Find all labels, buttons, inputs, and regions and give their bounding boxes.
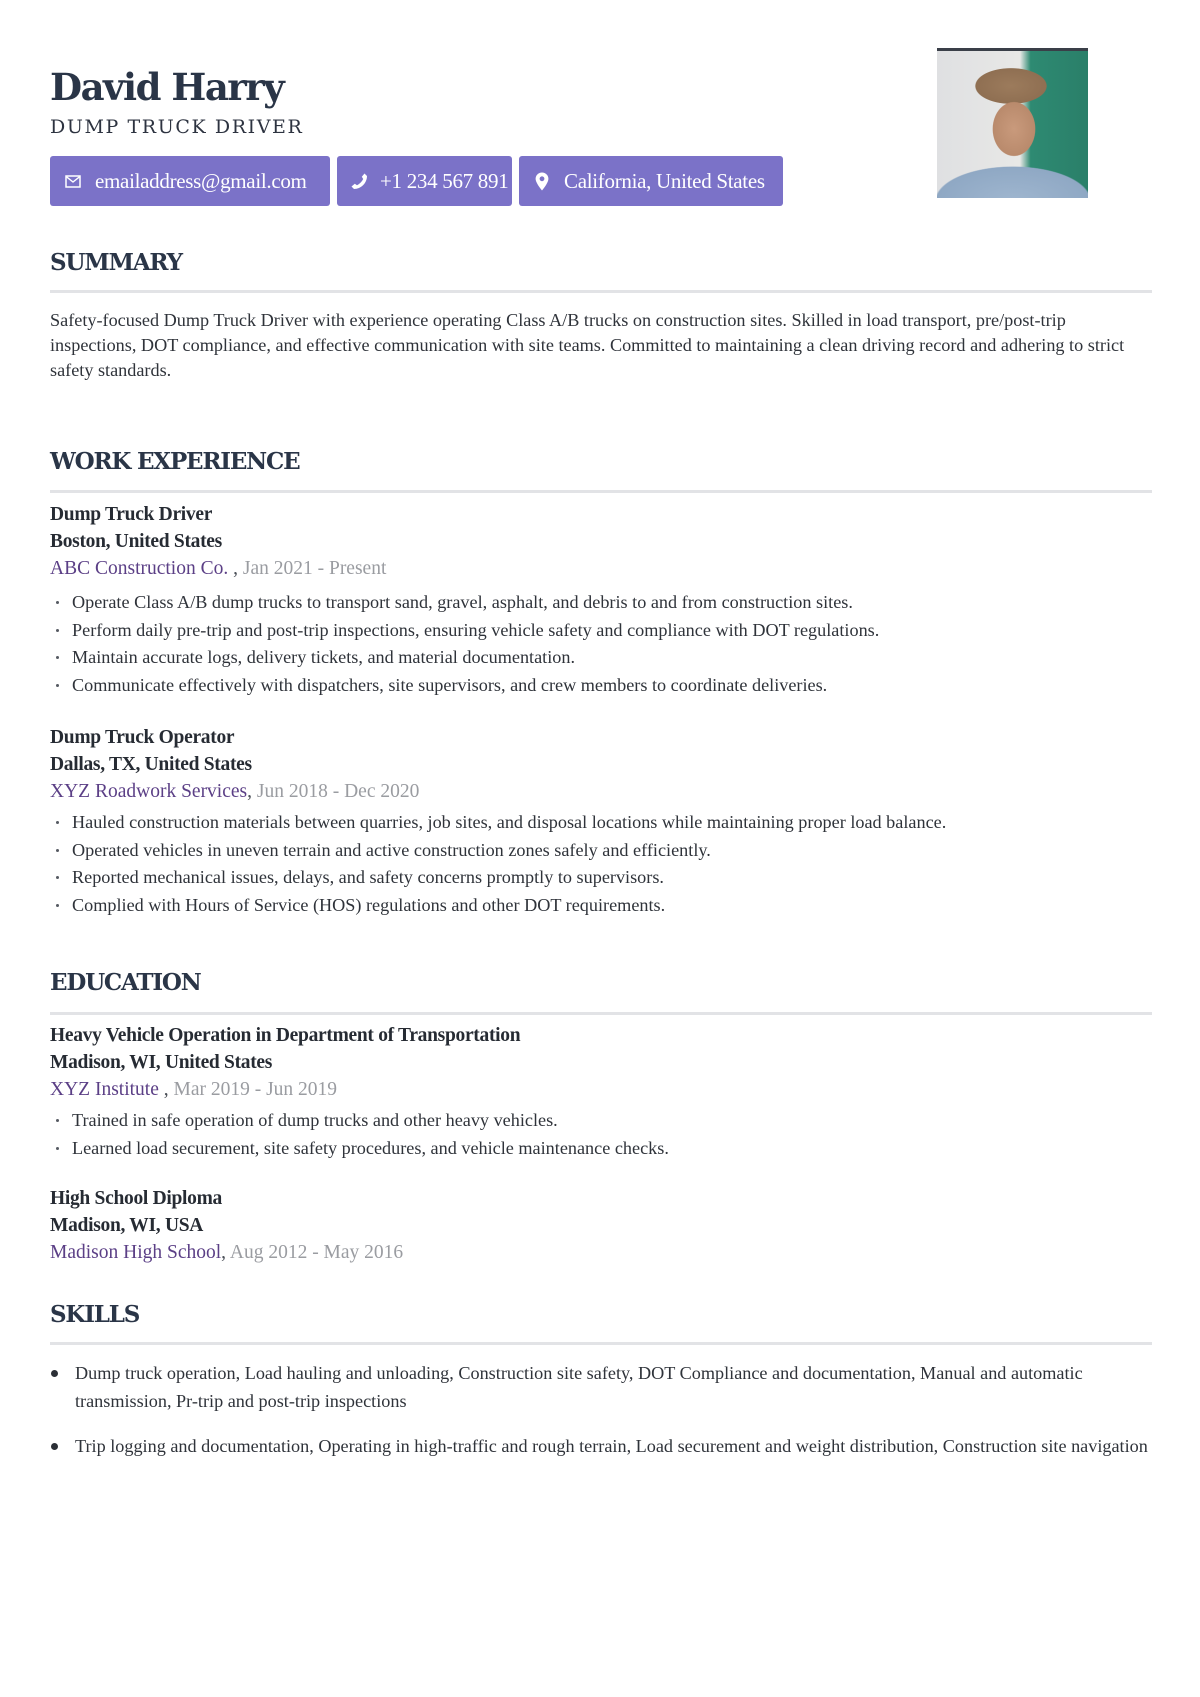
- work-entry-location: Boston, United States: [50, 531, 222, 552]
- list-item: Operate Class A/B dump trucks to transport sand, gravel, asphalt, and debris to and from construction sites.: [50, 589, 1150, 617]
- list-item: Reported mechanical issues, delays, and safety concerns promptly to supervisors.: [50, 864, 1150, 892]
- list-item: Trained in safe operation of dump trucks and other heavy vehicles.: [50, 1107, 1150, 1135]
- bullet-icon: [56, 601, 59, 604]
- contact-bar: [50, 156, 783, 206]
- phone-icon: [350, 171, 368, 191]
- candidate-name: David Harry: [50, 65, 284, 109]
- work-entry-org-line: [50, 779, 419, 805]
- work-entry-dates: Jan 2021 - Present: [242, 558, 387, 579]
- education-heading: EDUCATION: [50, 969, 201, 996]
- bullet-icon: [56, 849, 59, 852]
- education-entry-institution: XYZ Institute: [50, 1079, 159, 1100]
- list-item: Dump truck operation, Load hauling and unloading, Construction site safety, DOT Compliance and documentation, Manual and automatic transmission, Pr-trip and post-trip inspections: [50, 1359, 1160, 1415]
- work-entry-company: ABC Construction Co.: [50, 558, 229, 579]
- separator: ,: [228, 558, 243, 579]
- separator: ,: [158, 1079, 174, 1100]
- profile-photo: [937, 48, 1088, 198]
- list-item: Trip logging and documentation, Operating in high-traffic and rough terrain, Load securement and weight distribution, Construction site navigation: [50, 1432, 1160, 1460]
- summary-divider: [50, 290, 1152, 293]
- education-entry-title: High School Diploma: [50, 1188, 222, 1209]
- separator: ,: [221, 1242, 230, 1263]
- education-entry-org-line: [50, 1240, 403, 1266]
- work-entry-bullets: [50, 809, 1150, 919]
- bullet-icon: [56, 1147, 59, 1150]
- contact-email[interactable]: [50, 156, 330, 206]
- list-item: Complied with Hours of Service (HOS) regulations and other DOT requirements.: [50, 892, 1150, 920]
- work-entry-bullets: [50, 589, 1150, 699]
- education-entry-location: Madison, WI, United States: [50, 1052, 273, 1073]
- skills-list: [50, 1359, 1160, 1477]
- education-divider: [50, 1012, 1152, 1015]
- contact-email-text: emailaddress@gmail.com: [95, 168, 307, 193]
- bullet-icon: [51, 1370, 58, 1377]
- list-item: Communicate effectively with dispatchers, site supervisors, and crew members to coordinate deliveries.: [50, 672, 1150, 700]
- bullet-icon: [51, 1443, 58, 1450]
- bullet-icon: [56, 629, 59, 632]
- bullet-icon: [56, 656, 59, 659]
- education-entry-org-line: [50, 1077, 337, 1103]
- summary-text: Safety-focused Dump Truck Driver with experience operating Class A/B trucks on construction sites. Skilled in load transport, pre/post-trip inspections, DOT compliance, and effective communication with site teams. Committed to maintaining a clean driving record and adhering to strict safety standards.: [50, 310, 1125, 380]
- work-divider: [50, 490, 1152, 493]
- bullet-icon: [56, 904, 59, 907]
- contact-location-text: California, United States: [564, 168, 765, 193]
- education-entry-institution: Madison High School: [50, 1242, 222, 1263]
- bullet-icon: [56, 684, 59, 687]
- contact-phone-text: +1 234 567 891: [380, 168, 509, 193]
- education-entry-dates: Mar 2019 - Jun 2019: [173, 1079, 338, 1100]
- contact-phone[interactable]: [337, 156, 512, 206]
- map-pin-icon: [532, 171, 552, 191]
- skills-divider: [50, 1342, 1152, 1345]
- bullet-icon: [56, 821, 59, 824]
- summary-heading: SUMMARY: [50, 249, 182, 276]
- mail-icon: [63, 171, 83, 191]
- education-entry-dates: Aug 2012 - May 2016: [229, 1242, 404, 1263]
- work-entry-org-line: [50, 556, 386, 582]
- list-item: Hauled construction materials between quarries, job sites, and disposal locations while maintaining proper load balance.: [50, 809, 1150, 837]
- education-entry-title: Heavy Vehicle Operation in Department of Transportation: [50, 1025, 521, 1046]
- bullet-icon: [56, 1119, 59, 1122]
- work-heading: WORK EXPERIENCE: [50, 448, 300, 475]
- work-entry-title: Dump Truck Operator: [50, 727, 235, 748]
- work-entry-title: Dump Truck Driver: [50, 504, 213, 525]
- education-entry-bullets: [50, 1107, 1150, 1162]
- education-entry-location: Madison, WI, USA: [50, 1215, 204, 1236]
- contact-location[interactable]: [519, 156, 783, 206]
- list-item: Operated vehicles in uneven terrain and active construction zones safely and efficiently.: [50, 837, 1150, 865]
- work-entry-company: XYZ Roadwork Services: [50, 781, 248, 802]
- work-entry-location: Dallas, TX, United States: [50, 754, 252, 775]
- list-item: Perform daily pre-trip and post-trip inspections, ensuring vehicle safety and compliance with DOT regulations.: [50, 617, 1150, 645]
- list-item: Maintain accurate logs, delivery tickets, and material documentation.: [50, 644, 1150, 672]
- separator: ,: [247, 781, 257, 802]
- work-entry-dates: Jun 2018 - Dec 2020: [256, 781, 420, 802]
- bullet-icon: [56, 876, 59, 879]
- candidate-title: DUMP TRUCK DRIVER: [50, 116, 304, 138]
- skills-heading: SKILLS: [50, 1301, 140, 1328]
- list-item: Learned load securement, site safety procedures, and vehicle maintenance checks.: [50, 1135, 1150, 1163]
